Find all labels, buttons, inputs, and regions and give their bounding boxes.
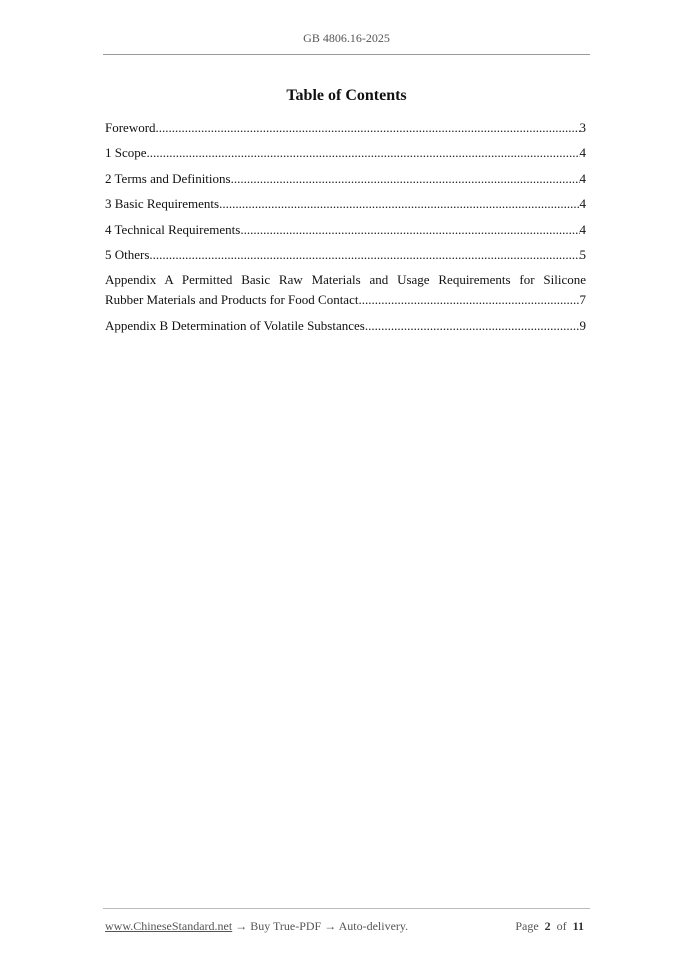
dot-leader [231, 171, 580, 187]
table-of-contents [105, 120, 586, 344]
toc-entry-page: 4 [579, 196, 586, 212]
dot-leader [149, 247, 579, 263]
website-link[interactable]: www.ChineseStandard.net [105, 919, 233, 933]
toc-entry-label: Appendix B Determination of Volatile Substances [105, 318, 365, 334]
toc-entry-page: 9 [579, 318, 586, 334]
dot-leader [219, 196, 579, 212]
toc-entry-basic-requirements[interactable] [105, 196, 586, 221]
toc-entry-page: 4 [579, 221, 586, 237]
toc-entry-label: 3 Basic Requirements [105, 196, 220, 212]
toc-title: Table of Contents [286, 87, 407, 104]
dot-leader [365, 318, 580, 334]
toc-entry-others[interactable] [105, 247, 586, 272]
toc-entry-label: 5 Others [105, 246, 150, 262]
header-divider [103, 54, 590, 55]
toc-entry-technical-requirements[interactable] [105, 222, 586, 247]
page-word: Page [515, 919, 539, 933]
toc-entry-label-line2: Rubber Materials and Products for Food Contact [105, 292, 359, 308]
toc-entry-label-line1: Appendix A Permitted Basic Raw Materials and Usage Requirements for Silicone [105, 272, 586, 288]
toc-entry-label: 2 Terms and Definitions [105, 170, 231, 186]
dot-leader [147, 145, 580, 161]
dot-leader [240, 222, 579, 238]
toc-entry-appendix-a[interactable] [105, 272, 586, 318]
total-pages: 11 [572, 919, 584, 933]
toc-entry-terms[interactable] [105, 171, 586, 196]
footer-promo [105, 919, 408, 934]
footer-divider [103, 908, 590, 909]
footer-delivery-text: → Auto-delivery. [324, 919, 409, 933]
toc-entry-foreword[interactable] [105, 120, 586, 145]
toc-entry-page: 5 [579, 246, 586, 262]
toc-entry-label: Foreword [105, 120, 156, 135]
current-page: 2 [544, 919, 551, 933]
toc-entry-scope[interactable] [105, 145, 586, 170]
toc-entry-label: 4 Technical Requirements [105, 221, 241, 237]
footer-buy-text: → Buy True-PDF [232, 919, 325, 933]
toc-entry-appendix-b[interactable] [105, 318, 586, 343]
dot-leader [358, 292, 579, 308]
toc-entry-label: 1 Scope [105, 145, 147, 161]
of-word: of [556, 919, 567, 933]
document-id-header: GB 4806.16-2025 [303, 31, 390, 45]
toc-entry-page: 4 [579, 170, 586, 186]
toc-entry-page: 3 [579, 120, 586, 135]
dot-leader [156, 120, 580, 136]
toc-entry-page: 7 [579, 292, 586, 308]
page-indicator [515, 919, 584, 934]
toc-entry-page: 4 [579, 145, 586, 161]
